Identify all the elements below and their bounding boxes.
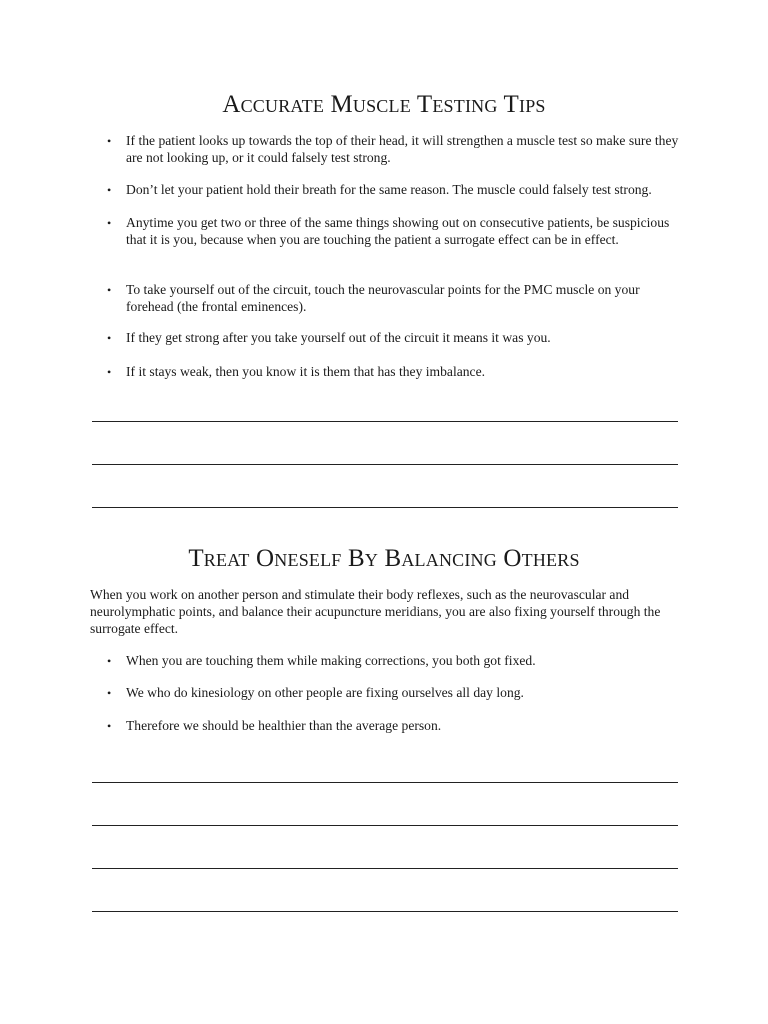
- list-item-text: Therefore we should be healthier than the average person.: [126, 718, 442, 733]
- list-item-text: If it stays weak, then you know it is them that has they imbalance.: [126, 364, 486, 379]
- list-item: [90, 282, 690, 315]
- bullet-icon: •: [107, 331, 112, 345]
- list-item: [90, 653, 690, 670]
- bullet-icon: •: [107, 654, 112, 668]
- bullet-icon: •: [107, 719, 112, 733]
- list-item: [90, 364, 690, 381]
- bullet-icon: •: [107, 686, 112, 700]
- list-item-text: When you are touching them while making corrections, you both got fixed.: [126, 653, 536, 668]
- list-item: [90, 330, 690, 347]
- section-title-treat-oneself: Treat Oneself By Balancing Others: [188, 545, 580, 572]
- list-item-text: Don’t let your patient hold their breath for the same reason. The muscle could falsely test strong.: [126, 182, 652, 197]
- bullet-icon: •: [107, 134, 112, 148]
- writing-line: [92, 825, 678, 826]
- writing-line: [92, 782, 678, 783]
- bullet-icon: •: [107, 183, 112, 197]
- writing-line: [92, 507, 678, 508]
- bullet-icon: •: [107, 283, 112, 297]
- list-item-text: To take yourself out of the circuit, touch the neurovascular points for the PMC muscle on your forehead (the frontal eminences).: [126, 282, 640, 314]
- list-item: [90, 685, 690, 702]
- list-item-text: If they get strong after you take yourself out of the circuit it means it was you.: [126, 330, 551, 345]
- list-item-text: If the patient looks up towards the top of their head, it will strengthen a muscle test so make sure they are not looking up, or it could falsely test strong.: [126, 133, 679, 165]
- list-item: [90, 182, 690, 199]
- list-item: [90, 718, 690, 735]
- section-title-accurate-muscle-testing-tips: Accurate Muscle Testing Tips: [222, 91, 546, 118]
- writing-line: [92, 868, 678, 869]
- bullet-icon: •: [107, 216, 112, 230]
- list-item: [90, 133, 690, 166]
- list-item: [90, 215, 690, 248]
- writing-line: [92, 911, 678, 912]
- bullet-icon: •: [107, 365, 112, 379]
- list-item-text: We who do kinesiology on other people are fixing ourselves all day long.: [126, 685, 524, 700]
- writing-line: [92, 464, 678, 465]
- intro-paragraph: When you work on another person and stimulate their body reflexes, such as the neurovascular and neurolymphatic points, and balance their acupuncture meridians, you are also fixing yourself through the surrogate effect.: [90, 587, 661, 636]
- list-item-text: Anytime you get two or three of the same things showing out on consecutive patients, be suspicious that it is you, because when you are touching the patient a surrogate effect can be in effect.: [126, 215, 670, 247]
- writing-line: [92, 421, 678, 422]
